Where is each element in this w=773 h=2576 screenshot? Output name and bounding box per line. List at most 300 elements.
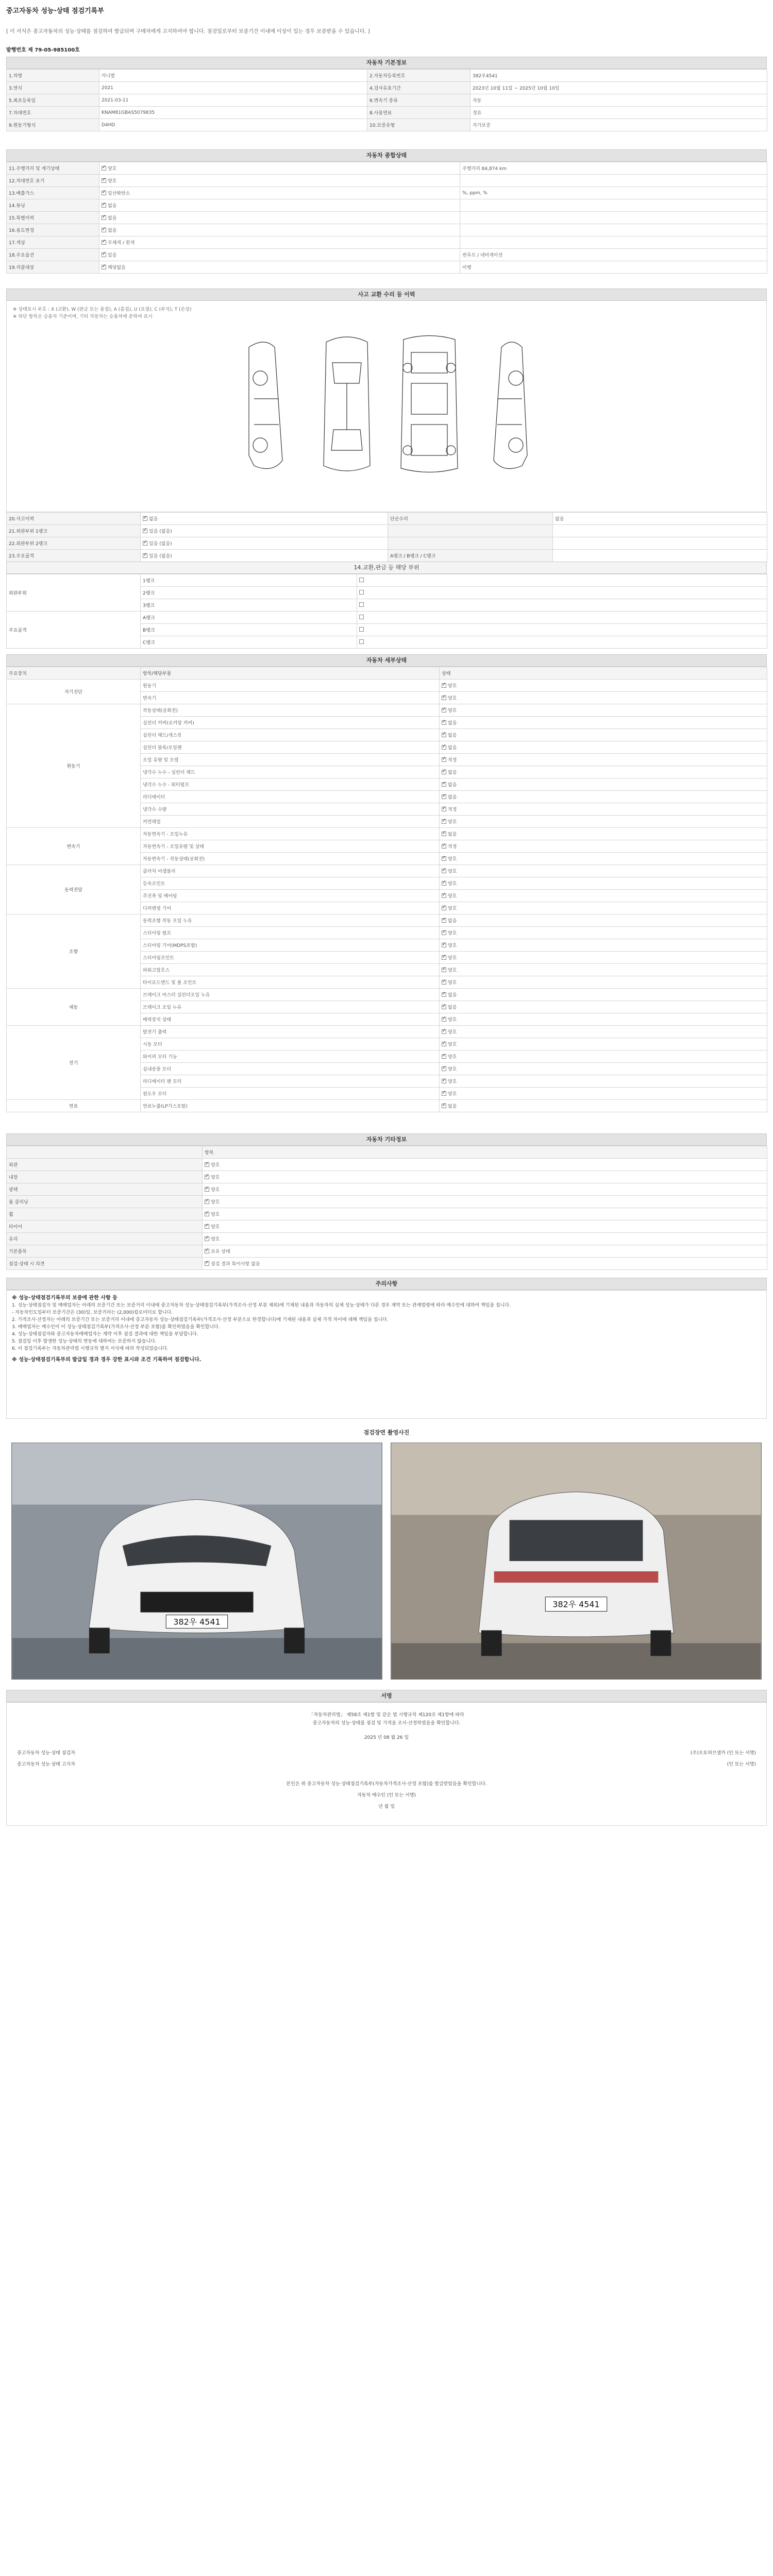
accident-label: 20.사고이력 xyxy=(7,513,141,525)
accident-label-2: A랭크 / B랭크 / C랭크 xyxy=(388,550,553,562)
checkbox-checked-icon xyxy=(442,906,446,910)
checkbox-checked-icon xyxy=(442,745,446,750)
checkbox-checked-icon xyxy=(205,1236,209,1241)
detail-state xyxy=(440,890,767,902)
detail-state xyxy=(440,927,767,939)
general-row xyxy=(7,212,767,224)
section-other-info: 자동차 기타정보 xyxy=(6,1133,767,1146)
remark-line: 6. 이 점검기록부는 자동차관리법 시행규칙 별지 서식에 따라 작성되었습니다. xyxy=(12,1346,169,1351)
detail-state xyxy=(440,692,767,704)
detail-item: 실린더 커버(로커암 커버) xyxy=(141,717,440,729)
general-state-text: 없음 xyxy=(108,216,117,221)
detail-state-text: 적정 xyxy=(448,758,457,763)
option-row xyxy=(7,1159,767,1171)
general-state xyxy=(99,162,460,175)
buyer-date-line: 년 월 일 xyxy=(378,1804,395,1809)
accident-row xyxy=(7,513,767,525)
option-state-text: 양호 xyxy=(211,1225,220,1230)
accident-label-2 xyxy=(388,525,553,537)
accident-state xyxy=(141,513,388,525)
general-note: %, ppm, % xyxy=(460,187,767,199)
general-state xyxy=(99,249,460,261)
detail-state-text: 양호 xyxy=(448,931,457,936)
detail-item: 등속조인트 xyxy=(141,877,440,890)
checkbox-checked-icon xyxy=(442,980,446,985)
basic-label: 7.차대번호 xyxy=(7,107,99,119)
checkbox-checked-icon xyxy=(442,1066,446,1071)
detail-item: 냉각수 수량 xyxy=(141,803,440,816)
rear-photo xyxy=(391,1443,762,1680)
detail-device: 연료 xyxy=(7,1100,141,1112)
checkbox-checked-icon xyxy=(143,516,147,521)
general-state xyxy=(99,175,460,187)
checkbox-checked-icon xyxy=(442,918,446,923)
option-label: 룸 클리닝 xyxy=(7,1196,203,1208)
detail-state-text: 적정 xyxy=(448,844,457,850)
basic-value: 자가보증 xyxy=(470,119,767,131)
detail-state xyxy=(440,1013,767,1026)
option-state xyxy=(203,1171,767,1183)
car-interior-view-icon xyxy=(401,336,458,472)
detail-item: 커먼레일 xyxy=(141,816,440,828)
car-outline-drawings xyxy=(7,301,767,512)
option-label: 점검·상태 시 의견 xyxy=(7,1258,203,1270)
basic-value: 카니발 xyxy=(99,70,367,82)
general-label: 12.차대번호 표기 xyxy=(7,175,99,187)
checkbox-checked-icon xyxy=(442,696,446,700)
detail-state xyxy=(440,791,767,803)
general-note xyxy=(460,199,767,212)
checkbox-checked-icon xyxy=(442,1104,446,1108)
detail-state-text: 양호 xyxy=(448,882,457,887)
accident-label: 22.외판부위 2랭크 xyxy=(7,537,141,550)
checkbox-checked-icon xyxy=(442,1042,446,1046)
basic-label: 4.검사유효기간 xyxy=(367,82,470,94)
detail-state xyxy=(440,952,767,964)
general-note xyxy=(460,236,767,249)
remark-line: 5. 점검일 이후 발생한 성능·상태의 변동에 대하여는 보증하지 않습니다. xyxy=(12,1339,157,1344)
detail-device: 조향 xyxy=(7,914,141,989)
accident-row xyxy=(7,537,767,550)
checkbox-checked-icon xyxy=(102,178,106,183)
option-state xyxy=(203,1258,767,1270)
option-state-text: 양호 xyxy=(211,1188,220,1193)
checkbox-checked-icon xyxy=(442,943,446,947)
option-state-text: 점검 결과 특이사항 없음 xyxy=(211,1262,260,1267)
checkbox-checked-icon xyxy=(205,1175,209,1179)
remark-line: - 자동차인도일부터 보증기간은 (30)일, 보증거리는 (2,000)킬로미터로 합니다. xyxy=(12,1310,173,1315)
basic-value: 2021 xyxy=(99,82,367,94)
general-state-text: 양호 xyxy=(108,166,117,172)
general-note: 주행거리 84,874 km xyxy=(460,162,767,175)
detail-state xyxy=(440,1100,767,1112)
detail-item: 작동상태(공회전) xyxy=(141,704,440,717)
detail-state xyxy=(440,902,767,914)
general-row xyxy=(7,199,767,212)
general-label: 18.주요옵션 xyxy=(7,249,99,261)
detail-row xyxy=(7,704,767,717)
accident-state-text: 있음 (없음) xyxy=(149,541,172,547)
detail-item: 냉각수 누수 - 워터펌프 xyxy=(141,778,440,791)
section-detail-state: 자동차 세부상태 xyxy=(6,654,767,667)
option-row xyxy=(7,1221,767,1233)
general-note xyxy=(460,175,767,187)
general-row xyxy=(7,224,767,236)
basic-value: D4HD xyxy=(99,119,367,131)
car-front-photo-icon xyxy=(12,1443,382,1679)
option-state-text: 양호 xyxy=(211,1163,220,1168)
detail-state xyxy=(440,1075,767,1088)
detail-item: 배력장치 상태 xyxy=(141,1013,440,1026)
option-state xyxy=(203,1245,767,1258)
section-accident-history: 사고 교환 수리 등 이력 xyxy=(6,289,767,301)
detail-state-text: 양호 xyxy=(448,869,457,874)
accident-state-text: 없음 xyxy=(149,517,158,522)
accident-state xyxy=(141,537,388,550)
accident-label: 23.주요골격 xyxy=(7,550,141,562)
option-state xyxy=(203,1183,767,1196)
option-label: 유리 xyxy=(7,1233,203,1245)
detail-state-text: 없음 xyxy=(448,1005,457,1010)
detail-state-text: 적정 xyxy=(448,807,457,812)
detail-item: 파워고압호스 xyxy=(141,964,440,976)
checkbox-checked-icon xyxy=(442,1017,446,1022)
accident-label-2 xyxy=(388,537,553,550)
option-row xyxy=(7,1258,767,1270)
checkbox-checked-icon xyxy=(442,770,446,774)
detail-device: 변속기 xyxy=(7,828,141,865)
detail-item: 실내송풍 모터 xyxy=(141,1063,440,1075)
basic-label: 10.보증유형 xyxy=(367,119,470,131)
checkbox-checked-icon xyxy=(442,1091,446,1096)
detail-state xyxy=(440,754,767,766)
detail-col-item: 항목/해당부품 xyxy=(141,667,440,680)
legend-line-2: ※ 하단 항목은 승용차 기준이며, 기타 자동차는 승용차에 준하여 표시 xyxy=(13,314,153,319)
checkbox-checked-icon xyxy=(442,881,446,886)
option-row xyxy=(7,1196,767,1208)
general-state-text: 양호 xyxy=(108,179,117,184)
detail-row xyxy=(7,1100,767,1112)
checkbox-checked-icon xyxy=(442,807,446,811)
detail-state-text: 없음 xyxy=(448,745,457,751)
detail-state-text: 양호 xyxy=(448,696,457,701)
detail-row xyxy=(7,914,767,927)
detail-item: 변속기 xyxy=(141,692,440,704)
checkbox-checked-icon xyxy=(102,265,106,269)
checkbox-checked-icon xyxy=(442,832,446,836)
detail-state-text: 양호 xyxy=(448,943,457,948)
basic-label: 6.변속기 종류 xyxy=(367,94,470,107)
remarks-box xyxy=(6,1290,767,1419)
checkbox-checked-icon xyxy=(442,819,446,824)
detail-state-text: 양호 xyxy=(448,894,457,899)
checkbox-checked-icon xyxy=(102,252,106,257)
signature-box xyxy=(6,1702,767,1826)
detail-state-text: 없음 xyxy=(448,832,457,837)
detail-state xyxy=(440,778,767,791)
front-photo xyxy=(11,1443,382,1680)
detail-state xyxy=(440,840,767,853)
option-row xyxy=(7,1208,767,1221)
car-damage-diagram xyxy=(6,301,767,512)
option-state xyxy=(203,1233,767,1245)
detail-state xyxy=(440,741,767,754)
detail-item: 추진축 및 베어링 xyxy=(141,890,440,902)
option-state-text: 보유 상태 xyxy=(211,1249,230,1255)
general-state-text: 없음 xyxy=(108,228,117,233)
detail-item: 스티어링 기어(MDPS포함) xyxy=(141,939,440,952)
svg-text:382우 4541: 382우 4541 xyxy=(173,1617,221,1627)
detail-item: 디퍼렌셜 기어 xyxy=(141,902,440,914)
option-row xyxy=(7,1183,767,1196)
checkbox-checked-icon xyxy=(205,1249,209,1253)
detail-state-text: 없음 xyxy=(448,919,457,924)
basic-row xyxy=(7,107,767,119)
detail-state xyxy=(440,1050,767,1063)
checkbox-checked-icon xyxy=(442,1005,446,1009)
checkbox-checked-icon xyxy=(442,782,446,787)
buyer-notice: 본인은 위 중고자동차 성능·상태점검기록부(자동차가격조사·산정 포함)를 발급받았음을 확인합니다. xyxy=(286,1782,487,1787)
detail-state xyxy=(440,964,767,976)
checkbox-checked-icon xyxy=(205,1224,209,1229)
signature-statement-1: 「자동차관리법」 제58조 제1항 및 같은 법 시행규칙 제120조 제1항에 따라 xyxy=(309,1713,464,1718)
general-state-text: 무채색 / 흰색 xyxy=(108,241,135,246)
option-state xyxy=(203,1159,767,1171)
general-state xyxy=(99,224,460,236)
detail-item: 오일 유량 및 오염 xyxy=(141,754,440,766)
section-signature: 서명 xyxy=(6,1690,767,1702)
detail-state xyxy=(440,914,767,927)
accident-state xyxy=(141,525,388,537)
svg-text:382우 4541: 382우 4541 xyxy=(552,1599,600,1609)
detail-item: 라디에이터 xyxy=(141,791,440,803)
detail-state xyxy=(440,939,767,952)
basic-value: 경유 xyxy=(470,107,767,119)
car-left-side-icon xyxy=(249,342,282,469)
option-row xyxy=(7,1171,767,1183)
detail-row xyxy=(7,989,767,1001)
detail-state-text: 양호 xyxy=(448,968,457,973)
detail-state-text: 없음 xyxy=(448,770,457,775)
detail-state-text: 양호 xyxy=(448,708,457,714)
basic-value: 2023년 10월 11일 ~ 2025년 10월 10일 xyxy=(470,82,767,94)
general-row xyxy=(7,175,767,187)
option-label: 휠 xyxy=(7,1208,203,1221)
basic-label: 9.원동기형식 xyxy=(7,119,99,131)
detail-state xyxy=(440,729,767,741)
checkbox-checked-icon xyxy=(102,215,106,220)
checkbox-checked-icon xyxy=(143,529,147,533)
remark-line: 4. 성능·상태점검자와 중고자동차매매업자는 계약 이후 점검 결과에 대한 책임을 부담합니다. xyxy=(12,1332,198,1337)
document-notice: [ 이 서식은 중고자동차의 성능·상태를 점검하여 발급되며 구매자에게 고지하여야 합니다. 점검일로부터 보증기간 이내에 이상이 있는 경우 보증받을 수 있습니다. ] xyxy=(6,29,370,35)
general-state xyxy=(99,199,460,212)
detail-state-text: 없음 xyxy=(448,733,457,738)
general-row xyxy=(7,261,767,274)
general-label: 19.리콜대상 xyxy=(7,261,99,274)
basic-value: 2021-03-11 xyxy=(99,94,367,107)
detail-row xyxy=(7,828,767,840)
checkbox-checked-icon xyxy=(205,1212,209,1216)
detail-item: 실린더 블록/오일팬 xyxy=(141,741,440,754)
general-state xyxy=(99,212,460,224)
detail-state-text: 양호 xyxy=(448,684,457,689)
detail-device: 제동 xyxy=(7,989,141,1026)
checkbox-checked-icon xyxy=(442,968,446,972)
document-number xyxy=(6,45,80,53)
option-state-text: 양호 xyxy=(211,1212,220,1217)
dealer-label: 중고자동차 성능·상태 고지자 xyxy=(17,1762,75,1767)
accident-row xyxy=(7,550,767,562)
checkbox-checked-icon xyxy=(442,856,446,861)
detail-item: 타이로드엔드 및 볼 조인트 xyxy=(141,976,440,989)
detail-state-text: 양호 xyxy=(448,1092,457,1097)
detail-state xyxy=(440,680,767,692)
basic-row xyxy=(7,119,767,131)
option-row xyxy=(7,1245,767,1258)
detail-state-text: 양호 xyxy=(448,1018,457,1023)
option-label: 기본품목 xyxy=(7,1245,203,1258)
general-label: 15.특별이력 xyxy=(7,212,99,224)
checkbox-checked-icon xyxy=(442,683,446,688)
frame-parts-table: 외판부위 1랭크 2랭크 3랭크 주요골격 A랭크 B랭크 C랭크 xyxy=(6,574,767,649)
signature-statement-2: 중고자동차의 성능·상태를 점검 및 가격을 조사·산정하였음을 확인합니다. xyxy=(312,1721,461,1726)
detail-state-text: 양호 xyxy=(448,820,457,825)
general-state-text: 해당없음 xyxy=(108,265,126,270)
detail-row xyxy=(7,1026,767,1038)
detail-col-device: 주요장치 xyxy=(7,667,141,680)
basic-label: 3.연식 xyxy=(7,82,99,94)
checkbox-checked-icon xyxy=(205,1162,209,1167)
general-state xyxy=(99,236,460,249)
document-title: 중고자동차 성능·상태 점검기록부 xyxy=(6,7,104,15)
accident-summary-table xyxy=(6,512,767,562)
detail-item: 냉각수 누수 - 실린더 헤드 xyxy=(141,766,440,778)
option-state xyxy=(203,1208,767,1221)
detail-state-text: 양호 xyxy=(448,857,457,862)
detail-item: 자동변속기 - 오일누유 xyxy=(141,828,440,840)
remark-line: 2. 가격조사·산정자는 아래의 보증기간 또는 보증거리 이내에 중고자동차 성능·상태점검기록부(가격조사·산정 부분으로 한정합니다)에 기재된 내용과 실제 가격 차이에 대해 책임을 집니다. xyxy=(12,1317,389,1323)
detail-state xyxy=(440,1038,767,1050)
checkbox-checked-icon xyxy=(442,844,446,849)
detail-item: 클러치 어셈블리 xyxy=(141,865,440,877)
option-row xyxy=(7,1233,767,1245)
option-label: 타이어 xyxy=(7,1221,203,1233)
option-state xyxy=(203,1196,767,1208)
general-state xyxy=(99,261,460,274)
detail-state-text: 없음 xyxy=(448,795,457,800)
checkbox-checked-icon xyxy=(102,228,106,232)
section-basic-info: 자동차 기본정보 xyxy=(6,57,767,69)
remarks-lines xyxy=(12,1302,761,1352)
basic-value: 자동 xyxy=(470,94,767,107)
detail-state-text: 양호 xyxy=(448,1030,457,1035)
option-state xyxy=(203,1221,767,1233)
checkbox-checked-icon xyxy=(442,992,446,997)
detail-state-text: 양호 xyxy=(448,980,457,986)
detail-state-text: 없음 xyxy=(448,1104,457,1109)
detail-state xyxy=(440,803,767,816)
option-label: 외관 xyxy=(7,1159,203,1171)
checkbox-checked-icon xyxy=(442,869,446,873)
detail-item: 시동 모터 xyxy=(141,1038,440,1050)
detail-item: 스티어링조인트 xyxy=(141,952,440,964)
general-note: 이행 xyxy=(460,261,767,274)
checkbox-checked-icon xyxy=(442,757,446,762)
diagram-legend xyxy=(13,306,192,320)
accident-state-text: 있음 (없음) xyxy=(149,529,172,534)
checkbox-checked-icon xyxy=(442,1079,446,1083)
accident-row xyxy=(7,525,767,537)
detail-state-text: 없음 xyxy=(448,993,457,998)
checkbox-checked-icon xyxy=(442,794,446,799)
general-label: 13.배출가스 xyxy=(7,187,99,199)
option-label: 광택 xyxy=(7,1183,203,1196)
detail-state xyxy=(440,1063,767,1075)
general-row xyxy=(7,236,767,249)
detail-state-text: 없음 xyxy=(448,721,457,726)
checkbox-checked-icon xyxy=(143,541,147,546)
detail-item: 브레이크 마스터 실린더오일 누유 xyxy=(141,989,440,1001)
section-general-state: 자동차 종합상태 xyxy=(6,149,767,162)
detail-state xyxy=(440,853,767,865)
accident-label: 21.외판부위 1랭크 xyxy=(7,525,141,537)
accident-state-2 xyxy=(553,550,767,562)
checkbox-checked-icon xyxy=(102,191,106,195)
detail-item: 자동변속기 - 오일유량 및 상태 xyxy=(141,840,440,853)
checkbox-checked-icon xyxy=(205,1187,209,1192)
detail-state xyxy=(440,1001,767,1013)
option-label: 내장 xyxy=(7,1171,203,1183)
detail-state xyxy=(440,828,767,840)
accident-label-2: 단순수리 xyxy=(388,513,553,525)
basic-value: 382우4541 xyxy=(470,70,767,82)
detail-state-text: 없음 xyxy=(448,783,457,788)
detail-item: 원동기 xyxy=(141,680,440,692)
basic-label: 2.자동차등록번호 xyxy=(367,70,470,82)
detail-item: 브레이크 오일 누유 xyxy=(141,1001,440,1013)
detail-state-text: 양호 xyxy=(448,1055,457,1060)
accident-state-text: 있음 (없음) xyxy=(149,554,172,559)
option-state-text: 양호 xyxy=(211,1175,220,1180)
detail-state xyxy=(440,865,767,877)
general-label: 16.용도변경 xyxy=(7,224,99,236)
inspector-label: 중고자동차 성능·상태 점검자 xyxy=(17,1751,75,1756)
general-state-text: 있음 xyxy=(108,253,117,258)
detail-state-text: 양호 xyxy=(448,1067,457,1072)
accident-state xyxy=(141,550,388,562)
basic-row xyxy=(7,70,767,82)
basic-label: 8.사용연료 xyxy=(367,107,470,119)
checkbox-checked-icon xyxy=(442,893,446,898)
signature-date: 2025 년 08 월 26 일 xyxy=(364,1735,409,1740)
detail-state-table xyxy=(6,667,767,1112)
detail-state xyxy=(440,989,767,1001)
detail-row xyxy=(7,865,767,877)
checkbox-checked-icon xyxy=(205,1261,209,1266)
general-state-table xyxy=(6,162,767,274)
detail-item: 윈도우 모터 xyxy=(141,1088,440,1100)
car-top-view-icon xyxy=(324,337,370,471)
checkbox-checked-icon xyxy=(442,1054,446,1059)
general-note: 썬루프 / 네비게이션 xyxy=(460,249,767,261)
detail-state xyxy=(440,1026,767,1038)
checkbox-checked-icon xyxy=(102,166,106,171)
section-photos: 점검장면 촬영사진 xyxy=(6,1427,767,1439)
option-state-text: 양호 xyxy=(211,1200,220,1205)
detail-state xyxy=(440,717,767,729)
frame-parts-title: 14.교환,판금 등 해당 부위 xyxy=(6,562,767,574)
remark-line: 3. 매매업자는 매수인이 이 성능·상태점검기록부(가격조사·산정 부분 포함)를 확인하였음을 확인합니다. xyxy=(12,1325,220,1330)
